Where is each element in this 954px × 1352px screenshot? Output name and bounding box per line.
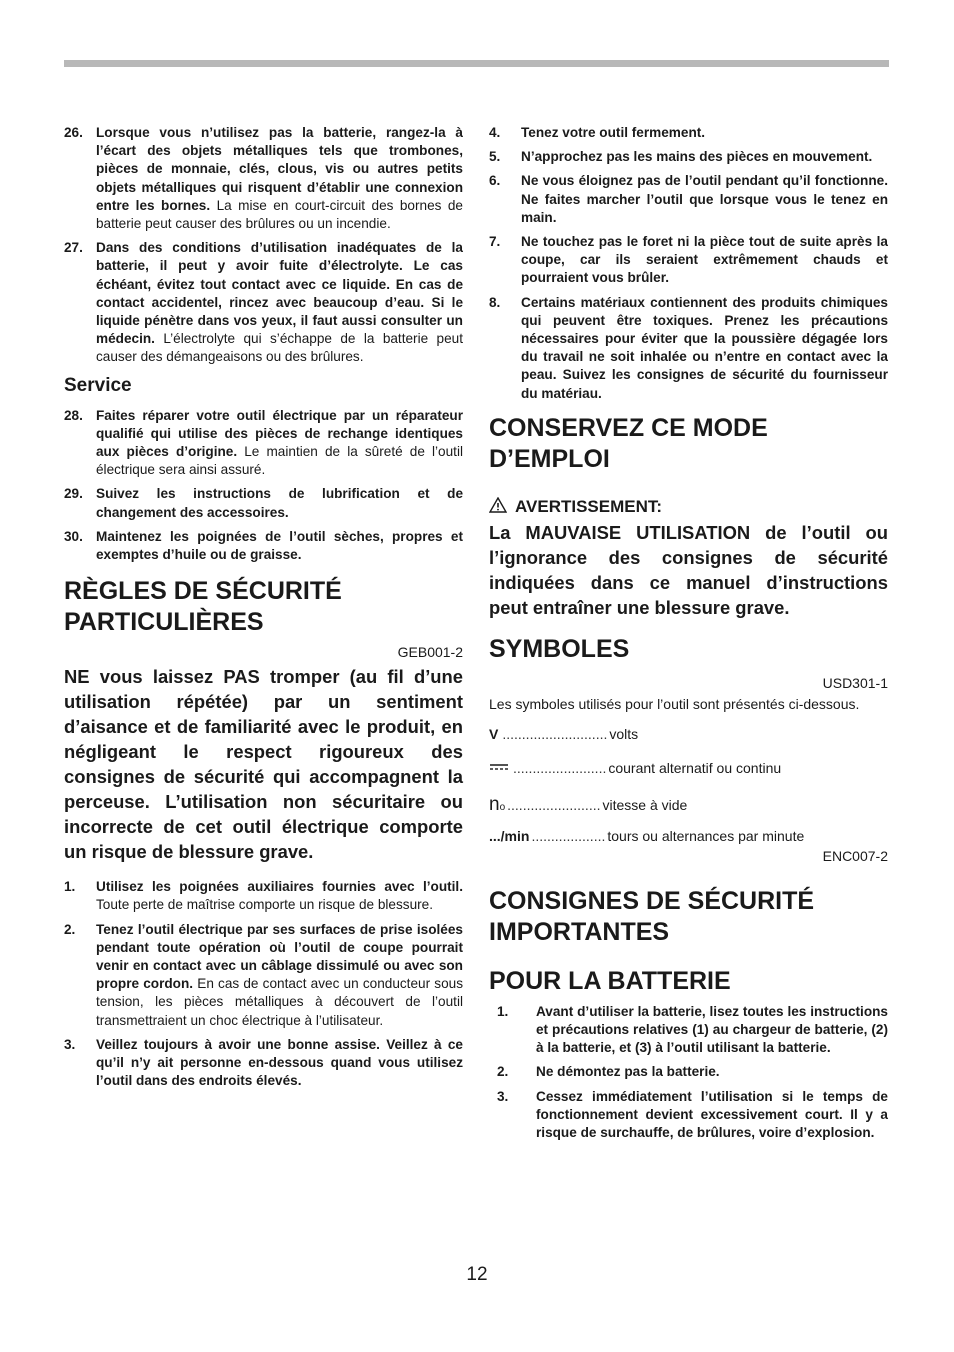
symbol-row: V ........................... volts bbox=[489, 725, 639, 742]
doc-code: GEB001-2 bbox=[397, 644, 463, 661]
warning-header: AVERTISSEMENT: bbox=[489, 497, 888, 518]
conserve-heading: CONSERVEZ CE MODE D’EMPLOI bbox=[489, 413, 768, 473]
list-item: 7. Ne touchez pas le foret ni la pièce tout de suite après la coupe, car ils seraient extrêmement chauds et pourraient vous brûler. bbox=[489, 234, 888, 286]
list-item: 5. N’approchez pas les mains des pièces en mouvement. bbox=[489, 149, 873, 165]
list-item: 27. Dans des conditions d’utilisation inadéquates de la batterie, il peut y avoir fuite d’électrolyte. Le cas échéant, évitez tout contact avec ce liquide. En cas de contact accidentel, rincez avec beaucoup d’eau. Si le liquide pénètre dans vos yeux, il faut aussi consulter un médecin. L’électrolyte qui s’échappe de la batterie peut causer des démangeaisons ou des brûlures. bbox=[64, 240, 463, 365]
rules-warning-text: NE vous laissez PAS tromper (au fil d’une utilisation répétée) par un sentiment d’aisance et de familiarité avec le produit, en négligeant le respect rigoureux des consignes de sécurité qui accompagnent la perceuse. L’utilisation non sécuritaire ou incorrecte de cet outil électrique comporte un risque de blessure grave. bbox=[64, 666, 463, 863]
right-column bbox=[489, 124, 888, 1148]
symboles-intro: Les symboles utilisés pour l’outil sont présentés ci-dessous. bbox=[489, 695, 860, 712]
doc-code: ENC007-2 bbox=[822, 847, 888, 864]
rules-heading: RÈGLES DE SÉCURITÉ PARTICULIÈRES bbox=[64, 577, 342, 637]
symbol-row: .../min ................... tours ou alternances par minute bbox=[489, 827, 805, 844]
list-item: 26. Lorsque vous n’utilisez pas la batterie, rangez-la à l’écart des objets métalliques tels que trombones, pièces de monnaie, clés, clous, vis ou autres petits objets métalliques qui risquent d’établir une connexion entre les bornes. La mise en court-circuit des bornes de batterie peut causer des brûlures ou un incendie. bbox=[64, 125, 463, 232]
symboles-heading: SYMBOLES bbox=[489, 634, 630, 663]
header-rule bbox=[64, 60, 889, 67]
warning-triangle-icon bbox=[489, 497, 507, 518]
list-item: 4. Tenez votre outil fermement. bbox=[489, 125, 706, 140]
list-item: 28. Faites réparer votre outil électrique par un réparateur qualifié qui utilise des pièces de rechange identiques aux pièces d’origine. Le maintien de la sûreté de l’outil électrique sera ainsi assuré. bbox=[64, 407, 463, 478]
list-item: 2. Ne démontez pas la batterie. bbox=[497, 1064, 720, 1080]
list-item: 29. Suivez les instructions de lubrification et de changement des accessoires. bbox=[64, 486, 463, 520]
list-item: 2. Tenez l’outil électrique par ses surfaces de prise isolées pendant toute opération où l’outil de coupe pourrait venir en contact avec un câblage dissimulé ou avec son propre cordon. En cas de contact avec un conducteur sous tension, les pièces métalliques à découvert de l’outil transmettraient un choc électrique à l’utilisateur. bbox=[64, 921, 463, 1028]
list-item: 30. Maintenez les poignées de l’outil sèches, propres et exemptes d’huile ou de graisse. bbox=[64, 528, 463, 563]
doc-code: USD301-1 bbox=[822, 674, 888, 691]
list-item: 3. Veillez toujours à avoir une bonne assise. Veillez à ce qu’il n’y ait personne en-dessous quand vous utilisez l’outil dans des endroits élevés. bbox=[64, 1036, 463, 1089]
list-item: 1. Avant d’utiliser la batterie, lisez toutes les instructions et précautions relatives (1) au chargeur de batterie, (2) à la batterie, et (3) à l’outil utilisant la batterie. bbox=[497, 1003, 888, 1056]
symbol-row: no ........................ vitesse à vide bbox=[489, 793, 688, 815]
list-item: 8. Certains matériaux contiennent des produits chimiques qui peuvent être toxiques. Prenez les précautions nécessaires pour éviter que la poussière dégagée lors du travail ne soit inhalée ou n’entre en contact avec la peau. Suivez les consignes de sécurité du fournisseur du matériau. bbox=[489, 294, 888, 401]
symbol-row: ........................ courant alternatif ou continu bbox=[489, 760, 888, 794]
page-number: 12 bbox=[466, 1264, 488, 1285]
left-column bbox=[64, 124, 463, 1097]
list-item: 3. Cessez immédiatement l’utilisation si le temps de fonctionnement devient excessivement court. Il y a risque de surchauffe, de brûlures, voire d’explosion. bbox=[497, 1088, 888, 1141]
list-item: 6. Ne vous éloignez pas de l’outil pendant qu’il fonctionne. Ne faites marcher l’outil que lorsque vous le tenez en main. bbox=[489, 173, 888, 225]
list-item: 1. Utilisez les poignées auxiliaires fournies avec l’outil. Toute perte de maîtrise comporte un risque de blessure. bbox=[64, 879, 463, 913]
consignes-heading: CONSIGNES DE SÉCURITÉ IMPORTANTES bbox=[489, 886, 815, 946]
service-heading: Service bbox=[64, 374, 132, 396]
ac-dc-icon bbox=[489, 760, 509, 776]
batterie-heading: POUR LA BATTERIE bbox=[489, 966, 731, 995]
warning-text: La MAUVAISE UTILISATION de l’outil ou l’ignorance des consignes de sécurité indiquées dans ce manuel d’instructions peut entraîner une blessure grave. bbox=[489, 521, 888, 618]
